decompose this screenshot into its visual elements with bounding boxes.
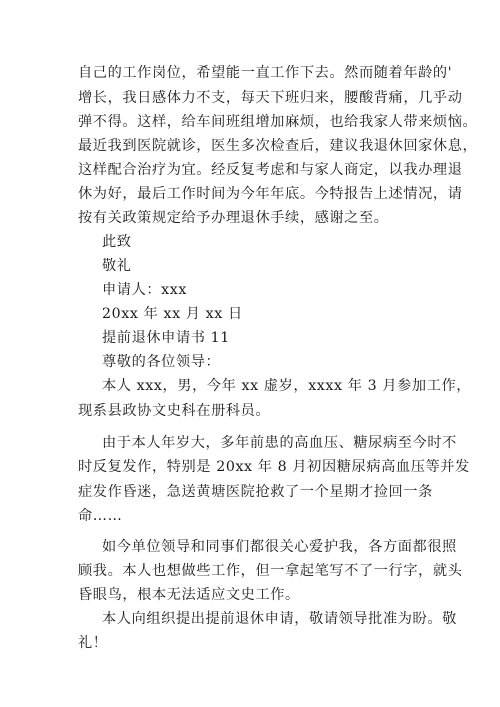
- text-line: 如今单位领导和同事们都很关心爱护我，各方面都很照: [102, 539, 457, 555]
- text-line: 症发作昏迷，急送黄塘医院抢救了一个星期才捡回一条: [78, 484, 433, 500]
- text-line: 命……: [78, 508, 123, 524]
- text-line: 按有关政策规定给予办理退休手续，感谢之至。: [78, 210, 389, 226]
- text-line: 增长，我日感体力不支，每天下班归来，腰酸背痛，几乎动: [78, 90, 463, 106]
- section-title: 提前退休申请书 11: [102, 330, 230, 346]
- text-line: 休为好，最后工作时间为今年年底。今特报告上述情况，请: [78, 186, 463, 202]
- closing-respect: 敬礼: [102, 258, 132, 274]
- text-line: 昏眼鸟，根本无法适应文史工作。: [78, 587, 300, 603]
- text-line: 礼！: [78, 635, 108, 651]
- text-line: 本人向组织提出提前退休申请，敬请领导批准为盼。敬: [102, 611, 457, 627]
- letter-date: 20xx 年 xx 月 xx 日: [102, 306, 243, 322]
- text-line: 本人 xxx，男，今年 xx 虚岁，xxxx 年 3 月参加工作，: [102, 378, 472, 394]
- text-line: 由于本人年岁大，多年前患的高血压、糖尿病至今时不: [102, 435, 457, 451]
- text-line: 弹不得。这样，给车间班组增加麻烦，也给我家人带来烦恼。: [78, 114, 478, 130]
- text-line: 时反复发作，特别是 20xx 年 8 月初因糖尿病高血压等并发: [78, 459, 470, 475]
- closing-salutation: 此致: [102, 234, 132, 250]
- text-line: 顾我。本人也想做些工作，但一拿起笔写不了一行字，就头: [78, 563, 463, 579]
- applicant-signature: 申请人：xxx: [102, 282, 187, 298]
- greeting: 尊敬的各位领导：: [102, 354, 221, 370]
- text-line: 最近我到医院就诊，医生多次检查后，建议我退休回家休息，: [78, 138, 478, 154]
- text-line: 自己的工作岗位，希望能一直工作下去。然而随着年龄的': [78, 65, 453, 81]
- text-line: 这样配合治疗为宜。经反复考虑和与家人商定，以我办理退: [78, 162, 463, 178]
- text-line: 现系县政协文史科在册科员。: [78, 403, 271, 419]
